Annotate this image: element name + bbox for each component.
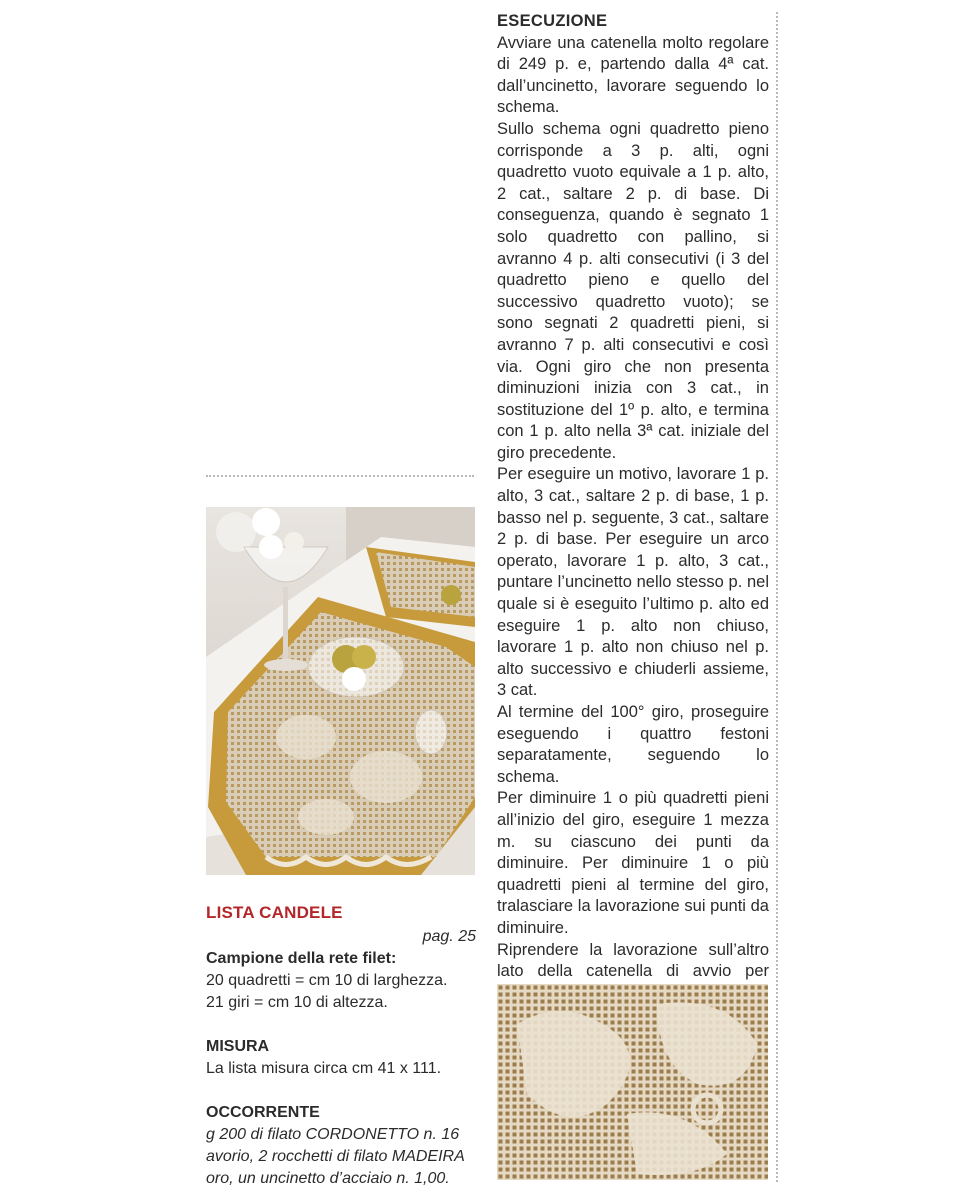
instructions-paragraph: Avviare una catenella molto regolare di 249 p. e, partendo dalla 4ª cat. dall’uncinetto, lavorare seguendo lo schema. — [497, 33, 769, 117]
instructions-paragraph: Riprendere la lavorazione sull’altro lato della catenella di avvio per — [497, 940, 769, 981]
sample-heading: Campione della rete filet: — [206, 950, 397, 967]
instructions-paragraph: Sullo schema ogni quadretto pieno corrisponde a 3 p. alti, ogni quadretto vuoto equivale a 1 p. alto, 2 cat., saltare 2 p. di base. Di conseguenza, quando è segnato 1 solo quadretto con pallino, si avranno 4 p. alti consecutivi (i 3 del quadretto pieno e quello del successivo quadretto vuoto); se sono segnati 2 quadretti pieni, si avranno 7 p. alti consecutivi e così via. Ogni giro che non presenta diminuzioni inizia con 3 cat., in sostituzione del 1º p. alto, e termina con 1 p. alto nella 3ª cat. iniziale del giro precedente. — [497, 119, 769, 462]
horizontal-divider — [206, 475, 474, 477]
lace-detail-photo — [497, 984, 768, 1180]
size-text: La lista misura circa cm 41 x 111. — [206, 1060, 442, 1077]
instructions-paragraph: Al termine del 100° giro, proseguire eseguendo i quattro festoni separatamente, seguendo lo schema. — [497, 703, 769, 786]
instructions-heading: ESECUZIONE — [497, 12, 608, 30]
instructions-column — [497, 11, 769, 1004]
table-runner-photo — [206, 507, 475, 875]
project-title: LISTA CANDELE — [206, 903, 343, 922]
page-reference: pag. 25 — [422, 928, 476, 945]
left-column — [206, 902, 476, 1190]
size-heading: MISURA — [206, 1038, 270, 1055]
sample-line-2: 21 giri = cm 10 di altezza. — [206, 994, 388, 1011]
instructions-paragraph: Per eseguire un motivo, lavorare 1 p. alto, 3 cat., saltare 2 p. di base, 1 p. basso nel p. seguente, 3 cat., saltare 2 p. di base. Per eseguire un arco operato, lavorare 1 p. alto, 3 cat., puntare l’uncinetto nello stesso p. nel quale si è eseguito l’ultimo p. alto ed eseguire 1 p. alto non chiuso, lavorare 1 p. alto non chiuso nel p. alto successivo e chiuderli assieme, 3 cat. — [497, 465, 769, 700]
materials-text: g 200 di filato CORDONETTO n. 16 avorio, 2 rocchetti di filato MADEIRA oro, un uncinetto d’acciaio n. 1,00. — [206, 1126, 465, 1187]
sample-line-1: 20 quadretti = cm 10 di larghezza. — [206, 972, 448, 989]
materials-heading: OCCORRENTE — [206, 1104, 320, 1121]
instructions-paragraph: Per diminuire 1 o più quadretti pieni all’inizio del giro, eseguire 1 mezza m. su ciascuno dei punti da diminuire. Per diminuire 1 o più quadretti pieni al termine del giro, tralasciare la lavorazione sui punti da diminuire. — [497, 789, 769, 937]
vertical-divider — [776, 12, 778, 1182]
